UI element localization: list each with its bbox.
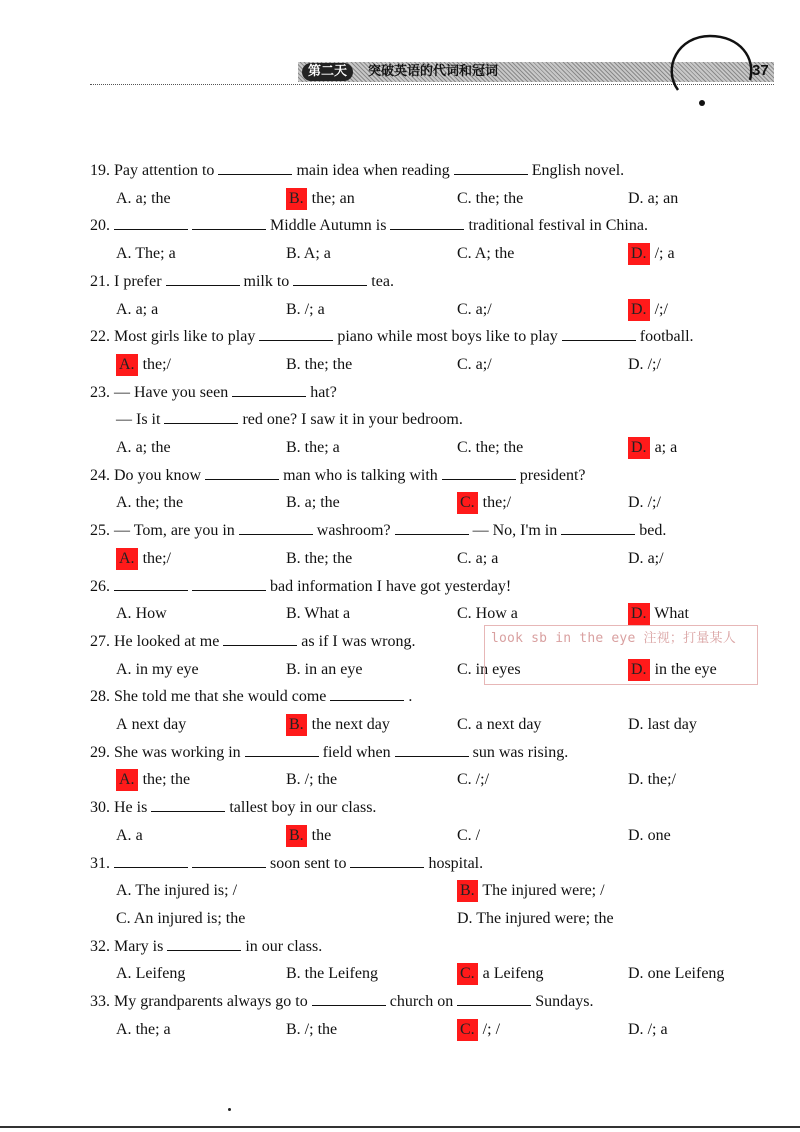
question-number: 32.: [90, 937, 110, 955]
question-number: 21.: [90, 272, 110, 290]
answer-blank: [239, 520, 313, 535]
option-d-highlighted[interactable]: [628, 437, 677, 459]
question-number: 30.: [90, 799, 110, 817]
option-c[interactable]: [457, 603, 518, 625]
option-letter: D.: [628, 1020, 644, 1038]
option-letter: B.: [286, 245, 301, 263]
answer-blank: [167, 936, 241, 951]
option-a-highlighted[interactable]: [116, 769, 190, 791]
stem-text: tea.: [371, 272, 394, 290]
option-letter: D.: [628, 826, 644, 844]
option-text: An injured is; the: [133, 909, 246, 927]
stem-text: English novel.: [531, 162, 625, 179]
option-letter: A.: [116, 660, 132, 678]
option-text: How: [135, 605, 167, 623]
option-letter: B.: [286, 965, 301, 983]
option-text: /;/: [654, 300, 668, 318]
stem-text: Middle Autumn is: [270, 217, 387, 235]
option-text: one: [647, 826, 671, 844]
answer-blank: [390, 215, 464, 230]
stem-text: tallest boy in our class.: [229, 799, 377, 817]
question-31-stem: [90, 853, 483, 875]
option-c[interactable]: [457, 354, 492, 376]
option-letter: A.: [116, 882, 132, 900]
question-27-stem: [90, 631, 416, 653]
option-text: the;/: [647, 771, 676, 789]
header-title: 突破英语的代词和冠词: [368, 64, 499, 79]
option-text: the; a: [304, 439, 340, 456]
option-letter: A.: [116, 439, 132, 456]
option-a-highlighted[interactable]: [116, 548, 171, 570]
option-letter: D.: [628, 299, 650, 321]
option-letter: C.: [457, 189, 472, 207]
option-letter: C.: [457, 826, 472, 844]
option-letter: D.: [628, 355, 644, 373]
question-22-stem: [90, 326, 694, 348]
option-text: /: [475, 826, 481, 844]
option-d-highlighted[interactable]: [628, 243, 675, 265]
question-number: 29.: [90, 743, 110, 761]
option-letter: C.: [457, 660, 472, 678]
option-b[interactable]: [286, 437, 340, 459]
option-letter: A: [116, 716, 128, 733]
option-text: the; the: [475, 189, 524, 207]
option-letter: B.: [286, 605, 301, 623]
option-text: the next day: [311, 716, 390, 733]
stem-text: hospital.: [428, 854, 484, 872]
option-text: /; the: [304, 1020, 338, 1038]
option-letter: B.: [286, 549, 301, 567]
answer-blank: [223, 631, 297, 646]
option-letter: B.: [286, 825, 307, 847]
option-b[interactable]: [286, 769, 337, 791]
option-text: What a: [304, 605, 351, 623]
stem-text: bed.: [639, 522, 667, 540]
question-number: 20.: [90, 217, 110, 235]
stem-text: He looked at me: [114, 632, 220, 650]
question-number: 26.: [90, 577, 110, 595]
option-d-highlighted[interactable]: [628, 299, 668, 321]
answer-blank: [561, 520, 635, 535]
option-letter: D.: [628, 716, 644, 733]
option-d[interactable]: [457, 908, 614, 930]
option-text: the; an: [311, 189, 355, 207]
option-text: the;/: [142, 549, 171, 567]
option-letter: D.: [628, 189, 644, 207]
option-letter: A.: [116, 965, 132, 983]
option-text: Leifeng: [135, 965, 186, 983]
option-text: a; a: [135, 300, 159, 318]
stem-text: hat?: [310, 383, 337, 401]
answer-blank: [114, 215, 188, 230]
option-b[interactable]: [286, 243, 331, 265]
option-a[interactable]: [116, 188, 171, 210]
stem-text: Pay attention to: [114, 162, 215, 179]
stem-text: piano while most boys like to play: [337, 328, 558, 346]
stem-text: main idea when reading: [296, 162, 450, 179]
stem-text: Do you know: [114, 466, 202, 484]
stem-text: traditional festival in China.: [468, 217, 648, 235]
option-letter: B.: [286, 771, 301, 789]
option-text: /;/: [475, 771, 490, 789]
option-b[interactable]: [286, 1019, 337, 1041]
option-letter: D.: [628, 965, 644, 983]
question-number: 19.: [90, 162, 110, 179]
option-text: the; the: [475, 439, 524, 456]
stem-text: field when: [322, 743, 391, 761]
option-d[interactable]: [628, 769, 676, 791]
option-letter: D.: [628, 494, 644, 512]
option-c[interactable]: [116, 908, 245, 930]
option-b[interactable]: [286, 299, 325, 321]
option-text: A; the: [474, 245, 515, 263]
stem-text: red one? I saw it in your bedroom.: [242, 411, 463, 429]
option-a-highlighted[interactable]: [116, 354, 171, 376]
option-a[interactable]: [116, 243, 176, 265]
option-text: The; a: [135, 245, 176, 263]
question-number: 28.: [90, 688, 110, 706]
option-text: a;/: [475, 355, 492, 373]
stem-text: My grandparents always go to: [114, 993, 308, 1010]
option-d[interactable]: [628, 188, 678, 210]
question-number: 25.: [90, 522, 110, 540]
answer-blank: [192, 215, 266, 230]
option-letter: D.: [628, 549, 644, 567]
option-text: last day: [647, 716, 697, 733]
option-b[interactable]: [286, 354, 352, 376]
option-a[interactable]: [116, 437, 171, 459]
option-text: a; a: [654, 439, 678, 456]
stem-text: — Is it: [116, 411, 161, 429]
stem-text: washroom?: [316, 522, 391, 540]
question-24-stem: [90, 465, 586, 487]
question-number: 33.: [90, 993, 110, 1010]
stem-text: — Tom, are you in: [114, 522, 235, 540]
option-a[interactable]: [116, 492, 183, 514]
answer-blank: [330, 686, 404, 701]
option-letter: B.: [286, 355, 301, 373]
option-text: the; the: [135, 494, 184, 512]
option-c-highlighted[interactable]: [457, 1019, 500, 1041]
page-number: 37: [752, 62, 769, 79]
option-letter: D.: [628, 659, 650, 681]
answer-blank: [114, 853, 188, 868]
option-text: A; a: [303, 245, 331, 263]
option-a[interactable]: [116, 880, 237, 902]
option-a[interactable]: [116, 825, 143, 847]
option-text: the; the: [142, 771, 191, 789]
option-d[interactable]: [628, 714, 697, 736]
option-letter: C.: [116, 909, 131, 927]
option-letter: C.: [457, 355, 472, 373]
question-25-stem: [90, 520, 666, 542]
option-c[interactable]: [457, 714, 541, 736]
stem-text: man who is talking with: [283, 466, 438, 484]
answer-blank: [312, 991, 386, 1006]
stem-text: milk to: [243, 272, 290, 290]
option-text: /; /: [482, 1020, 501, 1038]
answer-blank: [192, 853, 266, 868]
question-number: 24.: [90, 466, 110, 484]
option-letter: A.: [116, 605, 132, 623]
question-33-stem: [90, 991, 594, 1013]
option-letter: B.: [286, 188, 307, 210]
stem-text: Mary is: [114, 937, 164, 955]
option-letter: B.: [286, 714, 307, 736]
option-d-highlighted[interactable]: [628, 603, 689, 625]
option-b-highlighted[interactable]: [286, 825, 331, 847]
answer-blank: [164, 409, 238, 424]
question-23-stem-2: [116, 409, 463, 431]
option-text: one Leifeng: [647, 965, 725, 983]
option-text: the;/: [142, 355, 171, 373]
question-number: 27.: [90, 632, 110, 650]
option-letter: B.: [457, 880, 478, 902]
option-letter: C.: [457, 1019, 478, 1041]
option-b[interactable]: [286, 492, 340, 514]
option-text: a; the: [135, 439, 171, 456]
option-letter: A.: [116, 494, 132, 512]
answer-blank: [395, 520, 469, 535]
option-letter: C.: [457, 963, 478, 985]
header-arc-decoration: [660, 28, 760, 108]
option-text: the; a: [135, 1020, 171, 1038]
option-c-highlighted[interactable]: [457, 492, 511, 514]
option-text: a; the: [135, 189, 171, 207]
answer-blank: [166, 271, 240, 286]
option-b[interactable]: [286, 659, 362, 681]
option-letter: B.: [286, 1020, 301, 1038]
option-d[interactable]: [628, 492, 661, 514]
stem-text: I prefer: [114, 272, 162, 290]
option-c[interactable]: [457, 769, 489, 791]
stem-text: Most girls like to play: [114, 328, 256, 346]
question-26-stem: [90, 576, 511, 598]
option-a[interactable]: [116, 714, 186, 736]
header-chip: 第二天: [302, 63, 353, 81]
answer-blank: [114, 576, 188, 591]
option-c[interactable]: [457, 188, 523, 210]
option-text: in an eye: [304, 660, 363, 678]
answer-blank: [350, 853, 424, 868]
option-text: /; a: [654, 245, 675, 263]
footer-dot: [228, 1108, 231, 1111]
option-text: in my eye: [135, 660, 199, 678]
option-letter: C.: [457, 245, 472, 263]
answer-blank: [293, 271, 367, 286]
option-text: /; a: [647, 1020, 668, 1038]
question-20-stem: [90, 215, 648, 237]
option-text: a;/: [647, 549, 664, 567]
option-letter: B.: [286, 300, 301, 318]
option-c[interactable]: [457, 825, 480, 847]
option-text: a: [135, 826, 143, 844]
option-text: a; the: [304, 494, 340, 512]
stem-text: sun was rising.: [472, 743, 569, 761]
margin-note-text: look sb in the eye 注视；打量某人: [491, 631, 736, 646]
stem-text: He is: [114, 799, 148, 817]
answer-blank: [218, 160, 292, 175]
option-text: a;/: [475, 300, 492, 318]
option-text: the; the: [304, 549, 353, 567]
answer-blank: [259, 326, 333, 341]
option-letter: A.: [116, 189, 132, 207]
option-letter: C.: [457, 549, 472, 567]
answer-blank: [454, 160, 528, 175]
question-number: 31.: [90, 854, 110, 872]
option-letter: D.: [628, 771, 644, 789]
option-letter: A.: [116, 548, 138, 570]
option-c[interactable]: [457, 299, 492, 321]
option-text: in the eye: [654, 660, 717, 678]
option-letter: B.: [286, 494, 301, 512]
answer-blank: [395, 742, 469, 757]
option-a[interactable]: [116, 299, 158, 321]
option-text: the Leifeng: [304, 965, 378, 983]
option-letter: A.: [116, 245, 132, 263]
option-a[interactable]: [116, 659, 199, 681]
option-letter: D.: [628, 243, 650, 265]
option-text: The injured were; /: [482, 882, 605, 900]
bottom-rule: [0, 1126, 800, 1128]
option-text: /;/: [647, 494, 661, 512]
question-21-stem: [90, 271, 394, 293]
option-d[interactable]: [628, 354, 661, 376]
stem-text: soon sent to: [270, 854, 347, 872]
answer-blank: [245, 742, 319, 757]
option-a[interactable]: [116, 603, 167, 625]
stem-text: — Have you seen: [114, 383, 229, 401]
option-letter: A.: [116, 769, 138, 791]
option-c[interactable]: [457, 437, 523, 459]
option-b-highlighted[interactable]: [286, 714, 390, 736]
option-text: What: [654, 605, 689, 623]
option-letter: C.: [457, 492, 478, 514]
option-text: How a: [475, 605, 518, 623]
option-letter: B.: [286, 660, 301, 678]
stem-text: — No, I'm in: [472, 522, 558, 540]
option-a[interactable]: [116, 963, 185, 985]
option-d[interactable]: [628, 825, 671, 847]
option-letter: D.: [628, 603, 650, 625]
option-letter: D.: [628, 437, 650, 459]
answer-blank: [151, 797, 225, 812]
answer-blank: [192, 576, 266, 591]
option-d[interactable]: [628, 548, 664, 570]
option-text: a; an: [647, 189, 679, 207]
stem-text: bad information I have got yesterday!: [270, 577, 512, 595]
stem-text: She told me that she would come: [114, 688, 327, 706]
option-letter: A.: [116, 354, 138, 376]
option-letter: A.: [116, 1020, 132, 1038]
stem-text: church on: [389, 993, 454, 1010]
option-d[interactable]: [628, 963, 724, 985]
answer-blank: [562, 326, 636, 341]
option-letter: A.: [116, 300, 132, 318]
option-text: /;/: [647, 355, 661, 373]
question-30-stem: [90, 797, 376, 819]
option-c-highlighted[interactable]: [457, 963, 544, 985]
stem-text: in our class.: [245, 937, 323, 955]
option-a[interactable]: [116, 1019, 171, 1041]
option-text: /; the: [304, 771, 338, 789]
margin-note: [484, 625, 758, 685]
stem-text: .: [408, 688, 413, 706]
option-letter: C.: [457, 439, 472, 456]
option-b-highlighted[interactable]: [286, 188, 355, 210]
question-19-stem: [90, 160, 624, 182]
question-28-stem: [90, 686, 412, 708]
answer-blank: [205, 465, 279, 480]
question-32-stem: [90, 936, 322, 958]
option-letter: C.: [457, 605, 472, 623]
question-29-stem: [90, 742, 568, 764]
option-text: the;/: [482, 494, 512, 512]
question-number: 23.: [90, 383, 110, 401]
option-text: The injured is; /: [135, 882, 238, 900]
stem-text: as if I was wrong.: [301, 632, 416, 650]
option-text: next day: [131, 716, 187, 733]
option-text: a; a: [475, 549, 499, 567]
option-text: the: [311, 826, 332, 844]
option-b[interactable]: [286, 548, 352, 570]
option-letter: B.: [286, 439, 301, 456]
answer-blank: [232, 382, 306, 397]
stem-text: Sundays.: [535, 993, 594, 1010]
stem-text: president?: [519, 466, 586, 484]
option-c[interactable]: [457, 243, 514, 265]
option-text: the; the: [304, 355, 353, 373]
stem-text: She was working in: [114, 743, 241, 761]
option-letter: C.: [457, 771, 472, 789]
question-23-stem: [90, 382, 337, 404]
answer-blank: [442, 465, 516, 480]
option-c[interactable]: [457, 548, 498, 570]
question-number: 22.: [90, 328, 110, 346]
option-text: The injured were; the: [476, 909, 614, 927]
option-d[interactable]: [628, 1019, 668, 1041]
option-b[interactable]: [286, 963, 378, 985]
stem-text: football.: [639, 328, 694, 346]
option-letter: D.: [457, 909, 473, 927]
option-b[interactable]: [286, 603, 350, 625]
option-text: a Leifeng: [482, 965, 544, 983]
option-text: in eyes: [475, 660, 521, 678]
option-letter: C.: [457, 300, 472, 318]
option-letter: C.: [457, 716, 472, 733]
option-letter: A.: [116, 826, 132, 844]
option-b-highlighted[interactable]: [457, 880, 605, 902]
option-text: /; a: [304, 300, 325, 318]
answer-blank: [457, 991, 531, 1006]
option-text: a next day: [475, 716, 542, 733]
